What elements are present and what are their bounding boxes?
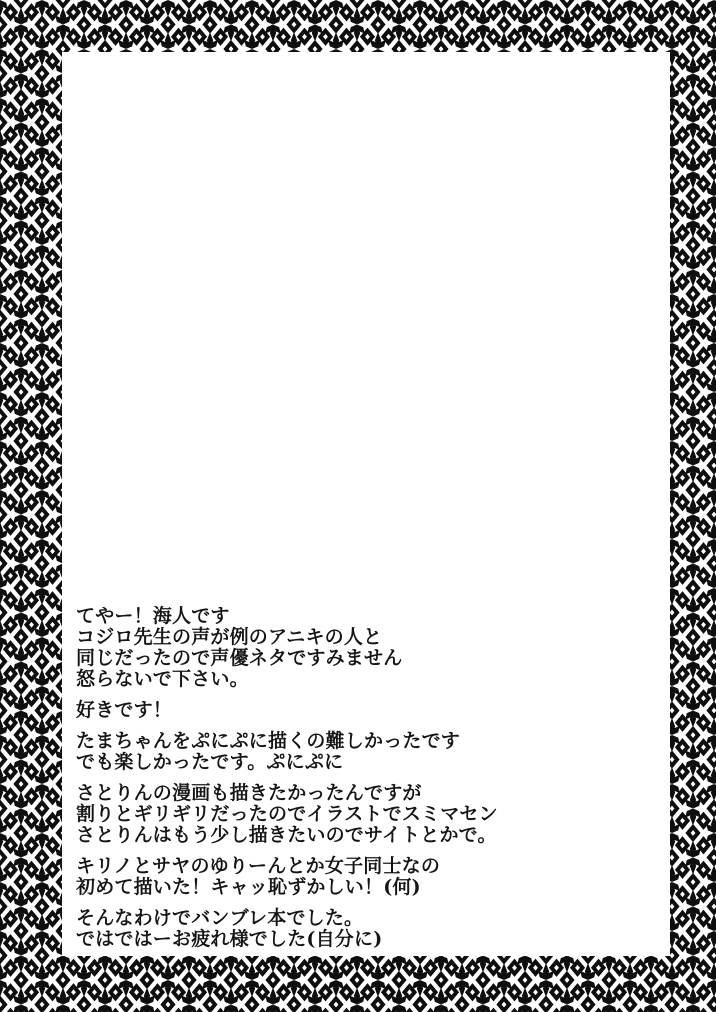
paragraph	[76, 856, 651, 898]
paragraph	[76, 606, 651, 690]
text-line: さとりんはもう少し描きたいのでサイトとかで。	[76, 824, 497, 846]
text-line: コジロ先生の声が例のアニキの人と	[76, 626, 383, 648]
paragraph	[76, 908, 651, 950]
paragraph	[76, 700, 651, 721]
text-line: 初めて描いた！キャッ恥ずかしい！(何)	[76, 876, 421, 898]
text-line: てやー！海人です	[76, 605, 230, 627]
paragraph	[76, 783, 651, 846]
text-line: 怒らないで下さい。	[76, 668, 249, 690]
text-line: さとりんの漫画も描きたかったんですが	[76, 782, 422, 804]
text-line: キリノとサヤのゆりーんとか女子同士なの	[76, 855, 441, 877]
afterword-text	[76, 606, 651, 960]
text-line: そんなわけでバンブレ本でした。	[76, 907, 364, 929]
text-line: ではではーお疲れ様でした(自分に)	[76, 928, 383, 950]
text-line: でも楽しかったです。ぷにぷに	[76, 751, 344, 773]
text-line: 同じだったので声優ネタですみません	[76, 647, 403, 669]
text-line: 好きです！	[76, 699, 173, 721]
text-line: たまちゃんをぷにぷに描くの難しかったです	[76, 730, 461, 752]
paragraph	[76, 731, 651, 773]
text-line: 割りとギリギリだったのでイラストでスミマセン	[76, 803, 498, 825]
